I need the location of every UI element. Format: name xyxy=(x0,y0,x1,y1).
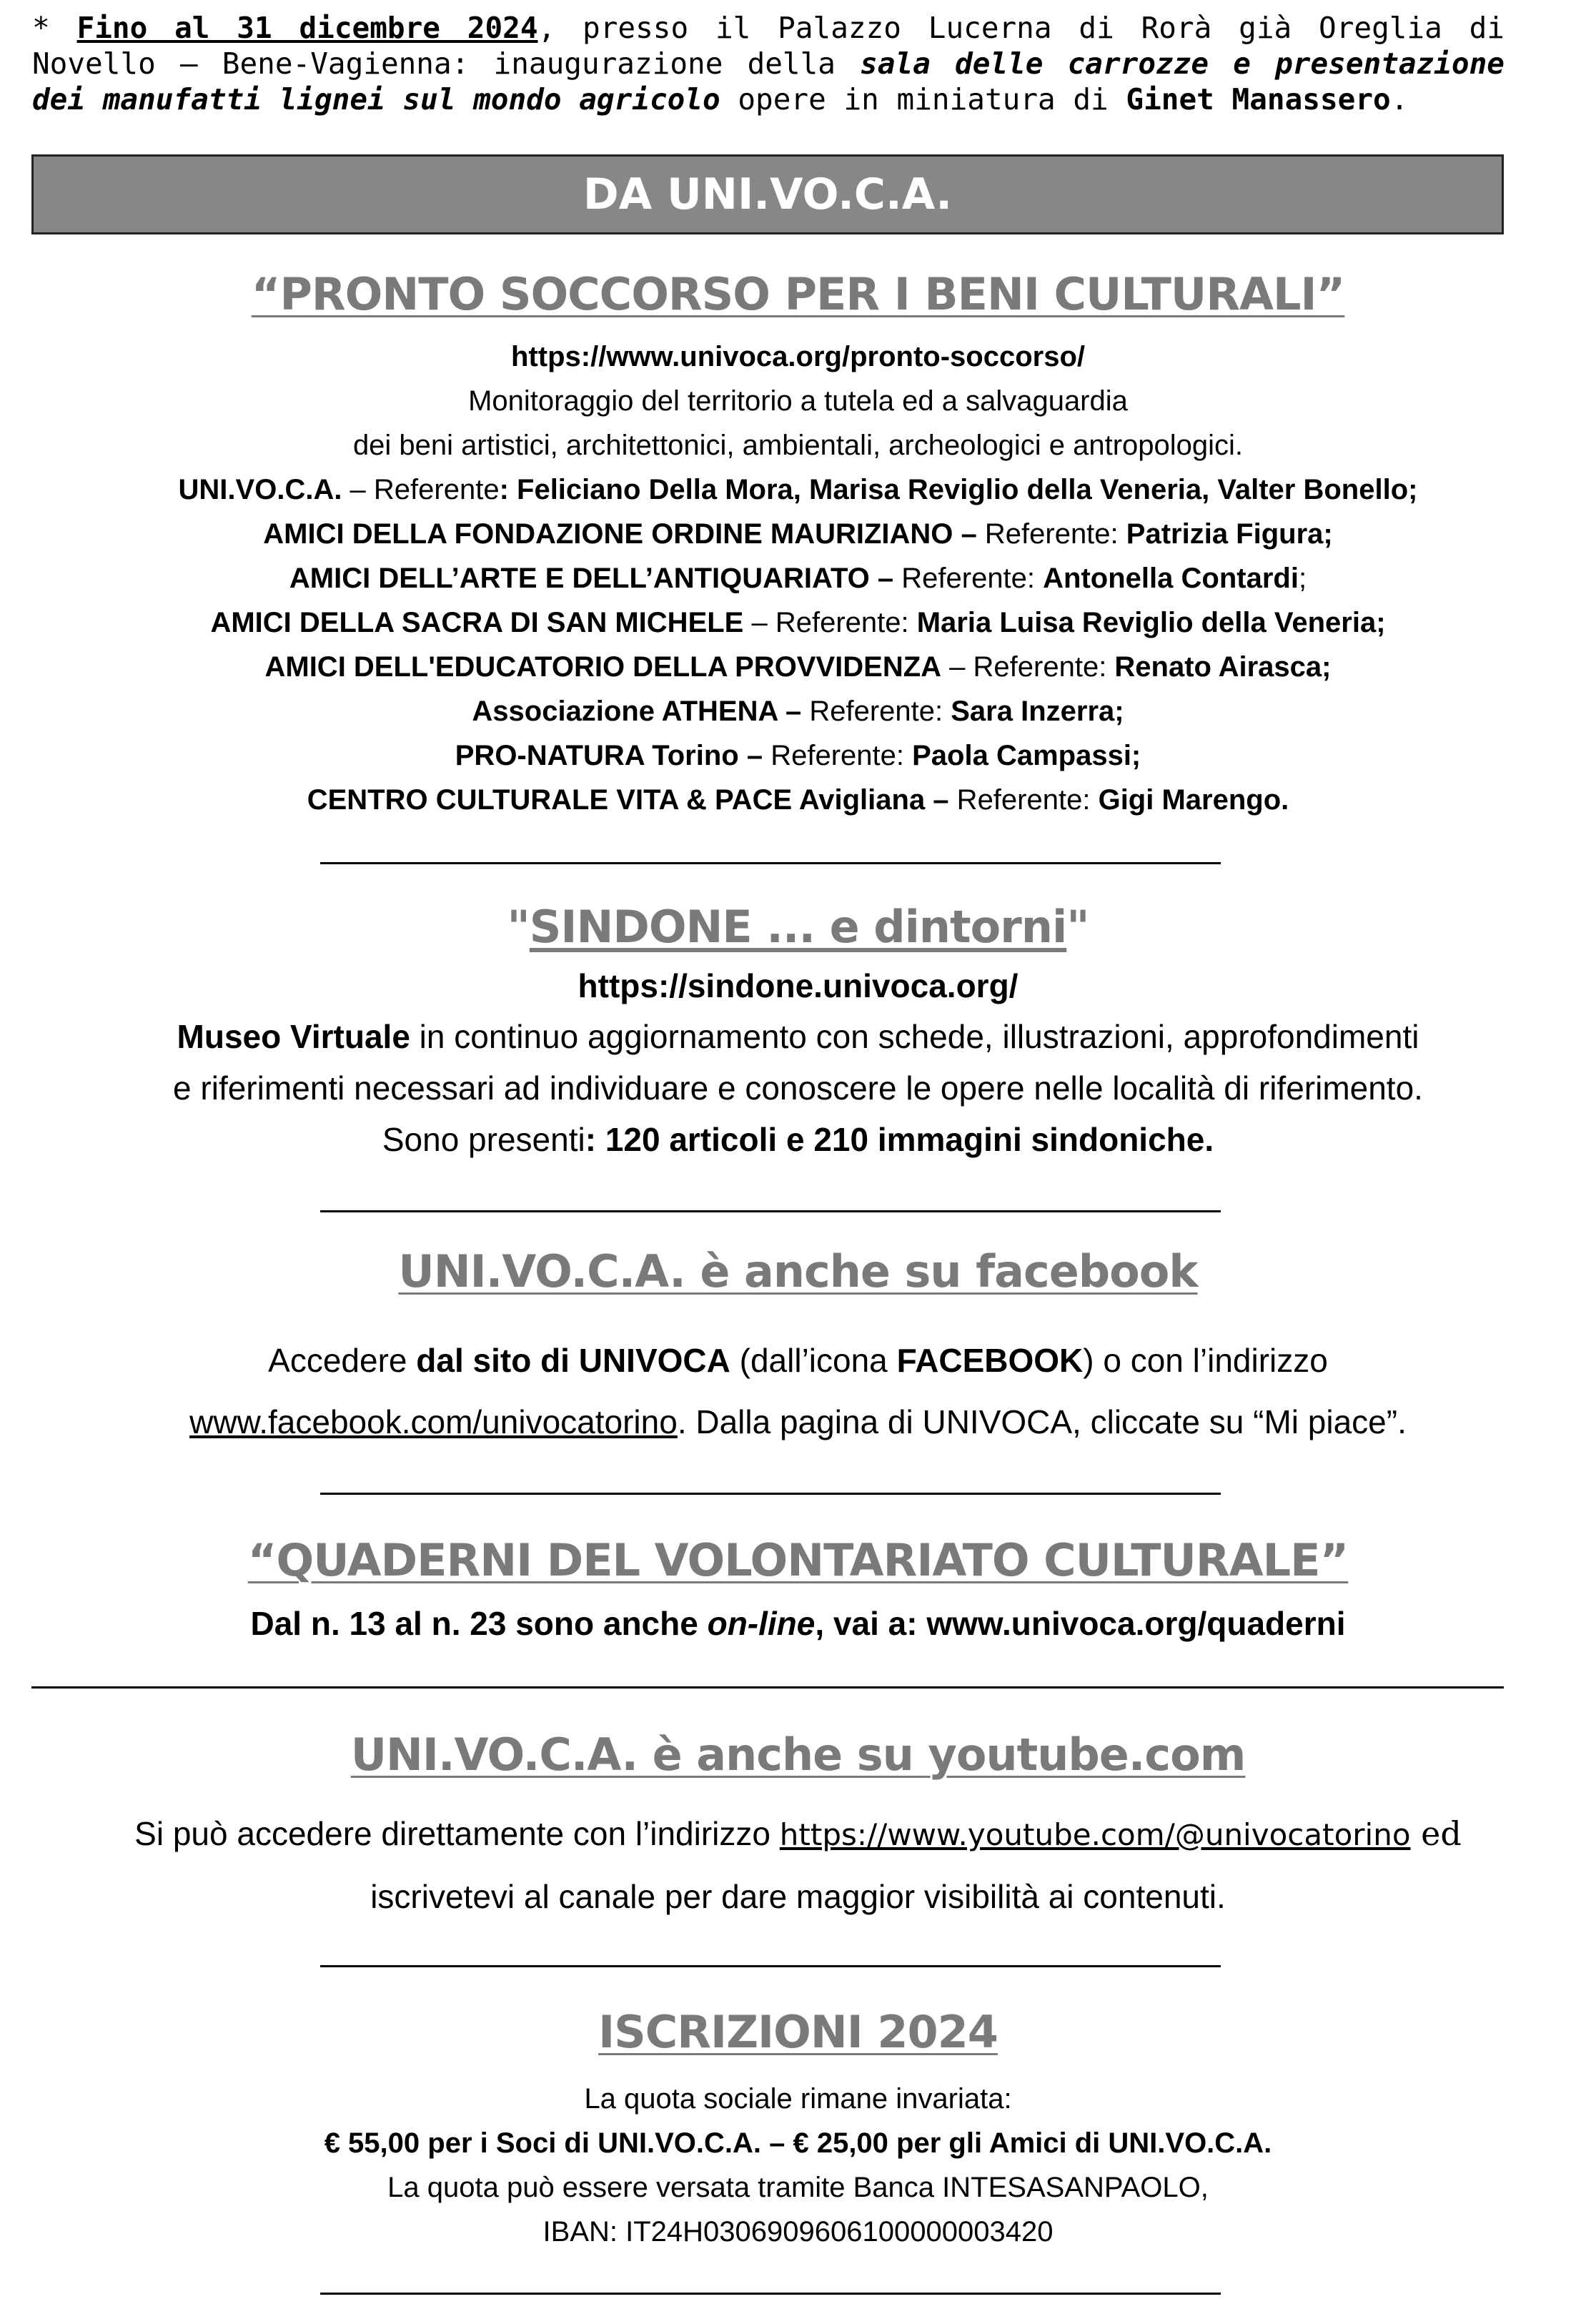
sindone-text-3: Sono presenti: 120 articoli e 210 immagini sindoniche. xyxy=(382,1121,1214,1158)
divider xyxy=(320,1210,1221,1212)
referent-row: AMICI DELL’ARTE E DELL’ANTIQUARIATO – Referente: Antonella Contardi; xyxy=(289,563,1307,594)
sindone-text-1: Museo Virtuale in continuo aggiornamento con schede, illustrazioni, approfondimenti xyxy=(177,1018,1419,1055)
referent-row: AMICI DELLA SACRA DI SAN MICHELE – Referente: Maria Luisa Reviglio della Veneria; xyxy=(210,607,1386,638)
pronto-soccorso-body xyxy=(0,335,1596,822)
iscrizioni-iban: IBAN: IT24H0306909606100000003420 xyxy=(542,2216,1054,2248)
iscrizioni-body xyxy=(0,2077,1596,2254)
facebook-text-2: www.facebook.com/univocatorino. Dalla pagina di UNIVOCA, cliccate su “Mi piace”. xyxy=(189,1403,1407,1440)
quaderni-body xyxy=(0,1598,1596,1648)
iscrizioni-section xyxy=(0,2006,1596,2058)
quaderni-title: “QUADERNI DEL VOLONTARIATO CULTURALE” xyxy=(247,1534,1349,1586)
divider xyxy=(320,1965,1221,1967)
youtube-section xyxy=(0,1729,1596,1781)
intro-paragraph: * Fino al 31 dicembre 2024, presso il Palazzo Lucerna di Rorà già Oreglia di Novello – Bene-Vagienna: inaugurazione della sala delle carrozze e presentazione dei manufatti lignei sul mondo agricolo opere in miniatura di Ginet Manassero. xyxy=(32,11,1505,117)
divider xyxy=(320,2293,1221,2295)
facebook-section xyxy=(0,1245,1596,1297)
iscrizioni-line-1: La quota sociale rimane invariata: xyxy=(584,2083,1012,2115)
intro-author: Ginet Manassero xyxy=(1126,82,1391,117)
iscrizioni-line-3: La quota può essere versata tramite Banca INTESASANPAOLO, xyxy=(387,2172,1209,2203)
sindone-text-2: e riferimenti necessari ad individuare e conoscere le opere nelle località di riferimento. xyxy=(173,1069,1423,1107)
divider xyxy=(320,1493,1221,1495)
pronto-soccorso-title: “PRONTO SOCCORSO PER I BENI CULTURALI” xyxy=(251,268,1345,320)
youtube-title: UNI.VO.C.A. è anche su youtube.com xyxy=(350,1729,1246,1781)
facebook-body xyxy=(0,1330,1596,1453)
referent-row: PRO-NATURA Torino – Referente: Paola Campassi; xyxy=(455,740,1141,771)
referent-row: AMICI DELL'EDUCATORIO DELLA PROVVIDENZA – Referente: Renato Airasca; xyxy=(264,651,1332,683)
youtube-text-2: iscrivetevi al canale per dare maggior visibilità ai contenuti. xyxy=(370,1878,1226,1915)
facebook-link[interactable]: www.facebook.com/univocatorino xyxy=(189,1403,678,1440)
youtube-link[interactable]: https://www.youtube.com/@univocatorino xyxy=(779,1817,1411,1852)
pronto-soccorso-section xyxy=(0,268,1596,320)
pronto-soccorso-url[interactable]: https://www.univoca.org/pronto-soccorso/ xyxy=(511,341,1085,372)
facebook-title: UNI.VO.C.A. è anche su facebook xyxy=(398,1245,1198,1297)
quaderni-text: Dal n. 13 al n. 23 sono anche on-line, vai a: www.univoca.org/quaderni xyxy=(250,1605,1346,1642)
sindone-title: "SINDONE ... e dintorni" xyxy=(507,901,1089,953)
divider xyxy=(31,1686,1504,1689)
referent-row: UNI.VO.C.A. – Referente: Feliciano Della Mora, Marisa Reviglio della Veneria, Valter Bonello; xyxy=(178,474,1418,505)
youtube-text-1: Si può accedere direttamente con l’indirizzo https://www.youtube.com/@univocatorino ed xyxy=(134,1814,1462,1853)
referent-row: Associazione ATHENA – Referente: Sara Inzerra; xyxy=(472,696,1124,727)
iscrizioni-title: ISCRIZIONI 2024 xyxy=(598,2006,998,2058)
section-banner: DA UNI.VO.C.A. xyxy=(31,154,1504,234)
sindone-section xyxy=(0,901,1596,953)
sindone-url[interactable]: https://sindone.univoca.org/ xyxy=(578,967,1018,1004)
referent-row: AMICI DELLA FONDAZIONE ORDINE MAURIZIANO – Referente: Patrizia Figura; xyxy=(263,518,1333,550)
pronto-desc-1: Monitoraggio del territorio a tutela ed a salvaguardia xyxy=(468,385,1128,417)
sindone-body xyxy=(0,961,1596,1165)
divider xyxy=(320,862,1221,864)
facebook-text-1: Accedere dal sito di UNIVOCA (dall’icona FACEBOOK) o con l’indirizzo xyxy=(268,1342,1328,1379)
youtube-body xyxy=(0,1803,1596,1927)
intro-event: sala delle carrozze e presentazione dei manufatti lignei sul mondo agricolo xyxy=(32,46,1505,117)
quaderni-section xyxy=(0,1534,1596,1586)
referent-row: CENTRO CULTURALE VITA & PACE Avigliana – Referente: Gigi Marengo. xyxy=(307,784,1289,816)
pronto-desc-2: dei beni artistici, architettonici, ambientali, archeologici e antropologici. xyxy=(352,430,1244,461)
iscrizioni-line-2: € 55,00 per i Soci di UNI.VO.C.A. – € 25,00 per gli Amici di UNI.VO.C.A. xyxy=(324,2127,1272,2159)
intro-date: Fino al 31 dicembre 2024 xyxy=(76,11,538,45)
